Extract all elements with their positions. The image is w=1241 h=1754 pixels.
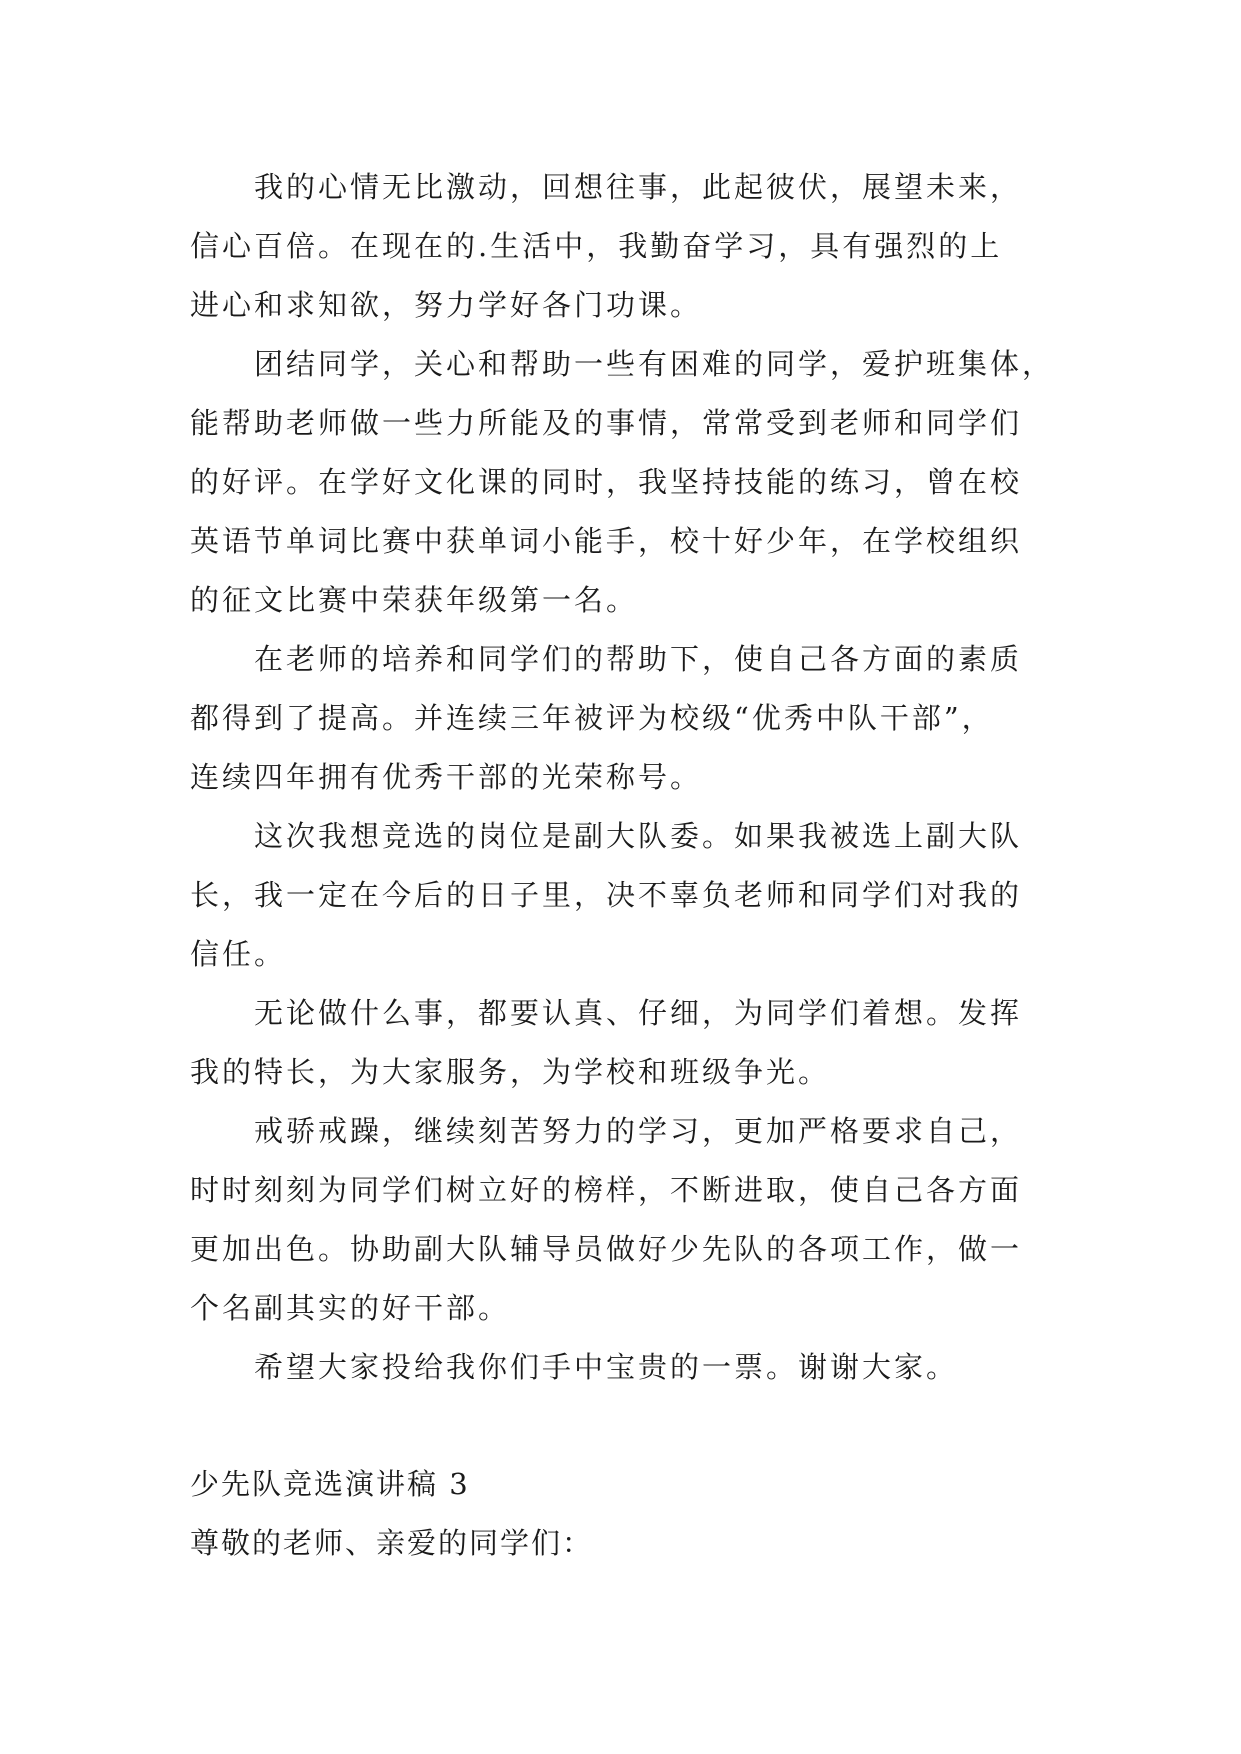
- paragraph-line: 连续四年拥有优秀干部的光荣称号。: [190, 760, 703, 794]
- paragraph-line: 信任。: [190, 937, 287, 971]
- paragraph-line: 戒骄戒躁，继续刻苦努力的学习，更加严格要求自己，: [254, 1114, 1023, 1148]
- speech-body: [190, 158, 1060, 1397]
- paragraph-line: 个名副其实的好干部。: [190, 1291, 511, 1325]
- paragraph-line: 时时刻刻为同学们树立好的榜样，不断进取，使自己各方面: [190, 1173, 1023, 1207]
- paragraph-line: 英语节单词比赛中获单词小能手，校十好少年，在学校组织: [190, 524, 1023, 558]
- paragraph: [190, 1102, 1060, 1338]
- paragraph-line: 我的特长，为大家服务，为学校和班级争光。: [190, 1055, 831, 1089]
- paragraph-line: 进心和求知欲，努力学好各门功课。: [190, 288, 703, 322]
- paragraph-line: 能帮助老师做一些力所能及的事情，常常受到老师和同学们: [190, 406, 1023, 440]
- paragraph: [190, 630, 1060, 807]
- paragraph-line: 长，我一定在今后的日子里，决不辜负老师和同学们对我的: [190, 878, 1023, 912]
- paragraph: [190, 807, 1060, 984]
- section-title: 少先队竞选演讲稿 3: [190, 1467, 470, 1501]
- paragraph-line: 的征文比赛中荣获年级第一名。: [190, 583, 639, 617]
- paragraph: [190, 158, 1060, 335]
- paragraph-line: 更加出色。协助副大队辅导员做好少先队的各项工作，做一: [190, 1232, 1023, 1266]
- paragraph-line: 无论做什么事，都要认真、仔细，为同学们着想。发挥: [254, 996, 1023, 1030]
- salutation: 尊敬的老师、亲爱的同学们：: [190, 1526, 594, 1560]
- paragraph: [190, 1338, 1060, 1397]
- paragraph-line: 信心百倍。在现在的.生活中，我勤奋学习，具有强烈的上: [190, 229, 1003, 263]
- paragraph-line: 的好评。在学好文化课的同时，我坚持技能的练习，曾在校: [190, 465, 1023, 499]
- paragraph-line: 团结同学，关心和帮助一些有困难的同学，爱护班集体，: [254, 347, 1055, 381]
- paragraph: [190, 335, 1060, 630]
- paragraph-line: 我的心情无比激动，回想往事，此起彼伏，展望未来，: [254, 170, 1023, 204]
- paragraph: [190, 984, 1060, 1102]
- paragraph-line: 都得到了提高。并连续三年被评为校级“优秀中队干部”，: [190, 701, 994, 735]
- document-page: [190, 158, 1060, 1573]
- paragraph-line: 在老师的培养和同学们的帮助下，使自己各方面的素质: [254, 642, 1023, 676]
- paragraph-line: 这次我想竞选的岗位是副大队委。如果我被选上副大队: [254, 819, 1023, 853]
- paragraph-line: 希望大家投给我你们手中宝贵的一票。谢谢大家。: [254, 1350, 959, 1384]
- section-gap: [190, 1397, 1060, 1455]
